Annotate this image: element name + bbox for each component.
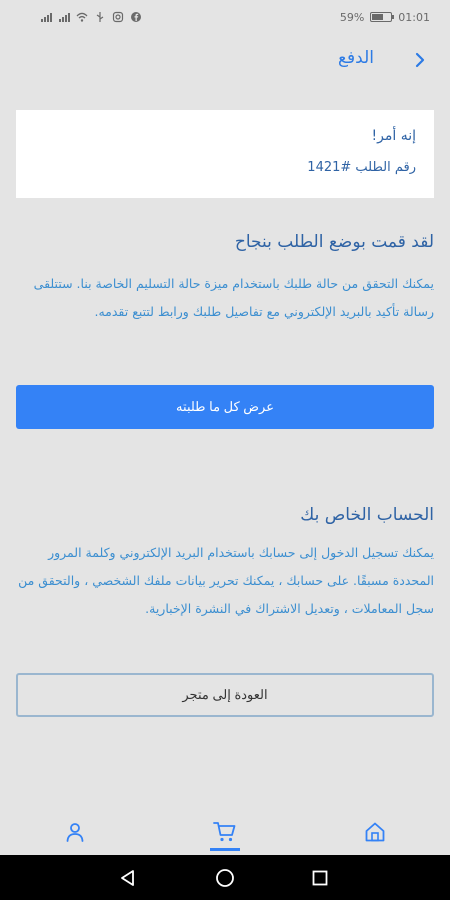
status-right [340,11,450,24]
success-title: لقد قمت بوضع الطلب بنجاح [234,232,434,252]
system-recents-button[interactable] [309,867,331,889]
system-back-button[interactable] [117,867,139,889]
wifi-icon [76,11,88,23]
order-number: رقم الطلب #1421 [307,160,416,175]
order-greeting: إنه أمر! [371,128,416,144]
success-description: يمكنك التحقق من حالة طلبك باستخدام ميزة حالة التسليم الخاصة بنا. ستتلقى رسالة تأكيد بالبريد الإلكتروني مع تفاصيل طلبك ورابط لتتبع تقدمه. [33,276,434,319]
page-title: الدفع [337,48,374,68]
account-description: يمكنك تسجيل الدخول إلى حسابك باستخدام البريد الإلكتروني وكلمة المرور المحددة مسبقًا. على حسابك ، يمكنك تحرير بيانات ملفك الشخصي ، والتحقق من سجل المعاملات ، وتعديل الاشتراك في النشرة الإخبارية. [18,545,434,616]
signal-icon [40,11,52,23]
header [0,40,450,80]
order-card [16,110,434,198]
profile-icon [64,821,86,843]
battery-percent: 59% [339,10,365,24]
status-bar [0,0,450,34]
active-tab-indicator [210,848,240,851]
account-section [16,505,434,623]
nav-cart[interactable] [212,819,238,845]
cart-icon [213,821,237,843]
nav-home[interactable] [362,819,388,845]
signal-icon [58,11,70,23]
system-home-button[interactable] [214,867,236,889]
clock: 01:01 [398,10,430,24]
view-orders-button[interactable]: عرض كل ما طلبته [16,385,434,429]
status-icons [0,11,142,23]
success-section [16,232,434,326]
circle-home-icon [215,868,235,888]
back-button[interactable] [408,48,432,72]
chevron-right-icon [413,52,427,68]
battery-icon [370,12,392,22]
home-icon [364,821,386,843]
nav-profile[interactable] [62,819,88,845]
bottom-nav [0,805,450,855]
triangle-back-icon [119,869,137,887]
facebook-icon [130,11,142,23]
system-navigation-bar [0,855,450,900]
battery-fill [372,14,383,20]
back-to-store-button[interactable]: العودة إلى متجر [16,673,434,717]
square-recents-icon [311,869,329,887]
usb-icon [94,11,106,23]
instagram-icon [112,11,124,23]
account-title: الحساب الخاص بك [300,505,434,525]
